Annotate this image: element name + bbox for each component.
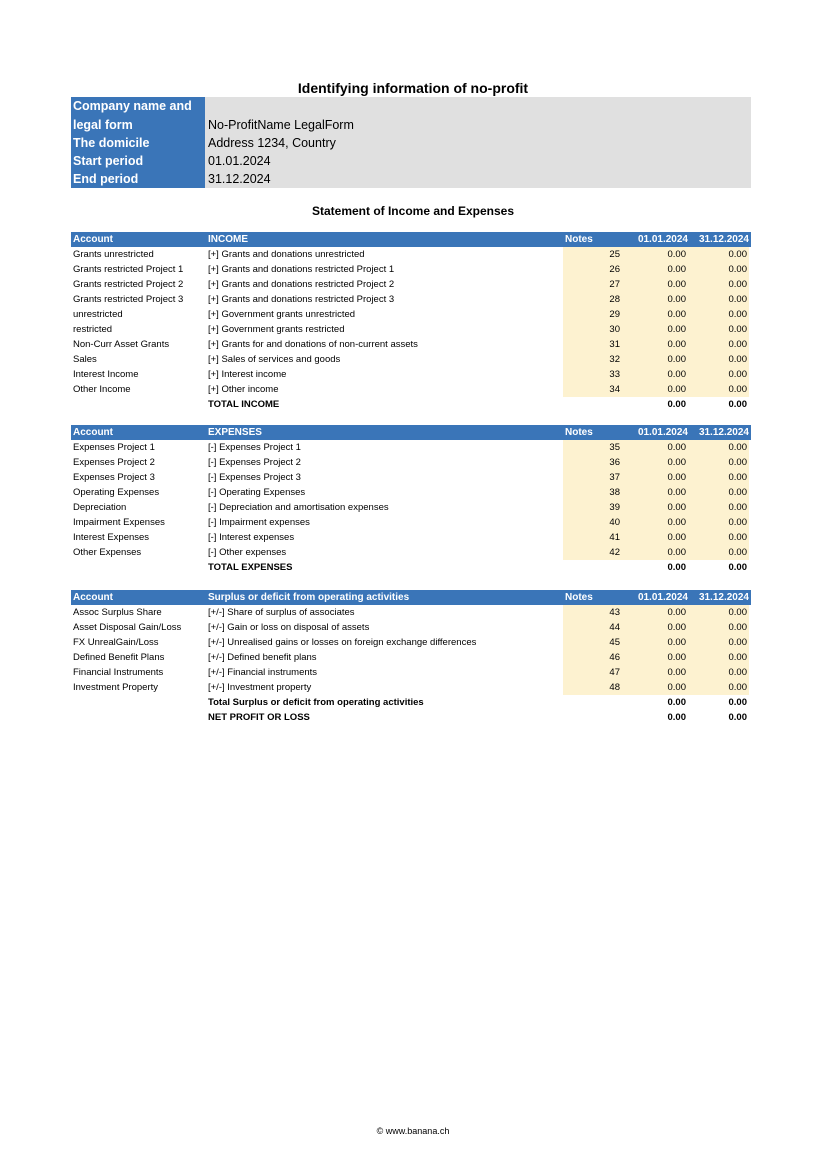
row-description: [+] Sales of services and goods xyxy=(208,354,341,365)
row-value-end xyxy=(688,620,749,635)
row-value-end-text: 0.00 xyxy=(728,652,747,663)
row-value-start-text: 0.00 xyxy=(667,457,686,468)
domicile-value: Address 1234, Country xyxy=(208,136,336,150)
header-period-end: 31.12.2024 xyxy=(698,592,749,603)
row-value-end-text: 0.00 xyxy=(728,339,747,350)
row-value-start-text: 0.00 xyxy=(667,339,686,350)
row-value-start xyxy=(626,455,688,470)
row-value-start-text: 0.00 xyxy=(667,622,686,633)
expenses-section xyxy=(71,425,751,575)
row-account: Expenses Project 1 xyxy=(73,442,155,453)
row-account: unrestricted xyxy=(73,309,123,320)
row-notes: 38 xyxy=(563,485,626,500)
total-value-end xyxy=(688,397,749,412)
row-value-end xyxy=(688,650,749,665)
header-period-start: 01.01.2024 xyxy=(637,234,688,245)
row-description: [+/-] Gain or loss on disposal of assets xyxy=(208,622,370,633)
total-value-start xyxy=(626,710,688,725)
row-notes: 37 xyxy=(563,470,626,485)
row-value-end xyxy=(688,545,749,560)
row-notes: 26 xyxy=(563,262,626,277)
row-value-end xyxy=(688,665,749,680)
total-row xyxy=(71,710,751,725)
total-value-start-text: 0.00 xyxy=(667,712,686,723)
row-value-end-text: 0.00 xyxy=(728,369,747,380)
row-account: Defined Benefit Plans xyxy=(73,652,165,663)
row-description: [+] Government grants unrestricted xyxy=(208,309,356,320)
row-notes: 34 xyxy=(563,382,626,397)
table-row xyxy=(71,455,751,470)
row-value-start xyxy=(626,515,688,530)
table-row xyxy=(71,292,751,307)
row-account: Grants unrestricted xyxy=(73,249,154,260)
table-row xyxy=(71,680,751,695)
row-description: [+] Grants and donations restricted Project 1 xyxy=(208,264,395,275)
row-description: [-] Interest expenses xyxy=(208,532,295,543)
table-row xyxy=(71,665,751,680)
row-value-start xyxy=(626,530,688,545)
row-account: Other Income xyxy=(73,384,131,395)
header-period-end: 31.12.2024 xyxy=(698,427,749,438)
row-description: [-] Expenses Project 3 xyxy=(208,472,301,483)
company-row-2 xyxy=(71,116,751,134)
total-value-end xyxy=(688,710,749,725)
row-value-end-text: 0.00 xyxy=(728,667,747,678)
total-description: NET PROFIT OR LOSS xyxy=(208,712,310,723)
header-notes: Notes xyxy=(565,427,593,438)
row-value-end xyxy=(688,680,749,695)
row-value-end-text: 0.00 xyxy=(728,547,747,558)
header-description: EXPENSES xyxy=(208,427,262,438)
table-row xyxy=(71,470,751,485)
total-value-end-text: 0.00 xyxy=(728,399,747,410)
row-account: Other Expenses xyxy=(73,547,142,558)
row-notes: 33 xyxy=(563,367,626,382)
start-period-label: Start period xyxy=(73,154,144,168)
header-description: Surplus or deficit from operating activities xyxy=(208,592,410,603)
row-value-start-text: 0.00 xyxy=(667,607,686,618)
start-period-value: 01.01.2024 xyxy=(208,154,271,168)
row-description: [+/-] Unrealised gains or losses on foreign exchange differences xyxy=(208,637,477,648)
row-value-start xyxy=(626,367,688,382)
row-account: Assoc Surplus Share xyxy=(73,607,162,618)
footer-copyright: © www.banana.ch xyxy=(376,1126,450,1136)
total-value-end-text: 0.00 xyxy=(728,697,747,708)
income-section xyxy=(71,232,751,412)
total-value-end xyxy=(688,695,749,710)
row-value-end-text: 0.00 xyxy=(728,354,747,365)
row-account: Operating Expenses xyxy=(73,487,160,498)
total-value-end-text: 0.00 xyxy=(728,562,747,573)
total-value-end xyxy=(688,560,749,575)
row-value-start xyxy=(626,277,688,292)
row-value-start xyxy=(626,292,688,307)
row-notes: 44 xyxy=(563,620,626,635)
row-description: [-] Expenses Project 1 xyxy=(208,442,301,453)
row-description: [+] Grants and donations restricted Project 3 xyxy=(208,294,395,305)
row-notes: 30 xyxy=(563,322,626,337)
row-account: Investment Property xyxy=(73,682,159,693)
row-value-start-text: 0.00 xyxy=(667,652,686,663)
total-value-end-text: 0.00 xyxy=(728,712,747,723)
row-value-end-text: 0.00 xyxy=(728,324,747,335)
row-value-end xyxy=(688,307,749,322)
row-account: Interest Income xyxy=(73,369,139,380)
row-value-start xyxy=(626,337,688,352)
row-value-end xyxy=(688,352,749,367)
row-account: Sales xyxy=(73,354,97,365)
table-row xyxy=(71,352,751,367)
company-label-line2: legal form xyxy=(73,118,133,132)
total-value-start xyxy=(626,397,688,412)
row-notes: 45 xyxy=(563,635,626,650)
row-account: Impairment Expenses xyxy=(73,517,165,528)
row-description: [-] Depreciation and amortisation expenses xyxy=(208,502,389,513)
row-notes: 25 xyxy=(563,247,626,262)
row-value-start xyxy=(626,470,688,485)
row-value-end-text: 0.00 xyxy=(728,249,747,260)
row-notes: 42 xyxy=(563,545,626,560)
row-value-start xyxy=(626,262,688,277)
end-period-value: 31.12.2024 xyxy=(208,172,271,186)
row-value-start xyxy=(626,352,688,367)
row-description: [-] Expenses Project 2 xyxy=(208,457,301,468)
row-value-start-text: 0.00 xyxy=(667,354,686,365)
row-value-end-text: 0.00 xyxy=(728,442,747,453)
row-value-end xyxy=(688,635,749,650)
total-description: Total Surplus or deficit from operating activities xyxy=(208,697,424,708)
row-value-end-text: 0.00 xyxy=(728,309,747,320)
row-notes: 41 xyxy=(563,530,626,545)
row-account: restricted xyxy=(73,324,113,335)
row-value-start xyxy=(626,382,688,397)
row-value-end xyxy=(688,500,749,515)
company-row xyxy=(71,97,751,115)
total-row xyxy=(71,397,751,412)
row-value-start xyxy=(626,635,688,650)
row-account: Expenses Project 2 xyxy=(73,457,155,468)
row-description: [-] Other expenses xyxy=(208,547,287,558)
row-value-end xyxy=(688,605,749,620)
row-account: Asset Disposal Gain/Loss xyxy=(73,622,182,633)
header-account: Account xyxy=(73,234,113,245)
row-value-start xyxy=(626,485,688,500)
row-value-start-text: 0.00 xyxy=(667,472,686,483)
total-value-start-text: 0.00 xyxy=(667,562,686,573)
row-value-start-text: 0.00 xyxy=(667,279,686,290)
row-account: Expenses Project 3 xyxy=(73,472,155,483)
row-value-end xyxy=(688,367,749,382)
row-value-start-text: 0.00 xyxy=(667,384,686,395)
row-value-start-text: 0.00 xyxy=(667,487,686,498)
row-description: [+] Grants and donations unrestricted xyxy=(208,249,365,260)
row-account: Depreciation xyxy=(73,502,127,513)
row-value-end xyxy=(688,247,749,262)
company-label-line1: Company name and xyxy=(73,99,192,113)
total-value-start-text: 0.00 xyxy=(667,399,686,410)
row-value-end-text: 0.00 xyxy=(728,279,747,290)
table-row xyxy=(71,247,751,262)
row-notes: 46 xyxy=(563,650,626,665)
row-notes: 47 xyxy=(563,665,626,680)
table-row xyxy=(71,605,751,620)
table-row xyxy=(71,277,751,292)
row-value-end xyxy=(688,382,749,397)
row-account: Grants restricted Project 3 xyxy=(73,294,184,305)
row-notes: 48 xyxy=(563,680,626,695)
row-description: [+/-] Financial instruments xyxy=(208,667,318,678)
row-account: Grants restricted Project 1 xyxy=(73,264,184,275)
table-row xyxy=(71,307,751,322)
row-account: FX UnrealGain/Loss xyxy=(73,637,159,648)
row-value-end-text: 0.00 xyxy=(728,622,747,633)
row-value-start xyxy=(626,680,688,695)
row-value-start-text: 0.00 xyxy=(667,502,686,513)
row-notes: 35 xyxy=(563,440,626,455)
row-value-start-text: 0.00 xyxy=(667,532,686,543)
row-value-end xyxy=(688,337,749,352)
total-value-start xyxy=(626,695,688,710)
total-description: TOTAL EXPENSES xyxy=(208,562,293,573)
row-value-end xyxy=(688,322,749,337)
row-value-start xyxy=(626,545,688,560)
row-value-start xyxy=(626,665,688,680)
row-description: [+] Grants for and donations of non-current assets xyxy=(208,339,418,350)
row-value-end-text: 0.00 xyxy=(728,637,747,648)
row-value-end-text: 0.00 xyxy=(728,384,747,395)
header-account: Account xyxy=(73,427,113,438)
row-value-end-text: 0.00 xyxy=(728,607,747,618)
total-description: TOTAL INCOME xyxy=(208,399,280,410)
row-value-start xyxy=(626,620,688,635)
table-row xyxy=(71,530,751,545)
row-notes: 27 xyxy=(563,277,626,292)
row-value-start-text: 0.00 xyxy=(667,324,686,335)
row-value-end xyxy=(688,455,749,470)
row-value-start-text: 0.00 xyxy=(667,442,686,453)
row-notes: 43 xyxy=(563,605,626,620)
row-value-end xyxy=(688,262,749,277)
row-account: Non-Curr Asset Grants xyxy=(73,339,170,350)
row-notes: 39 xyxy=(563,500,626,515)
row-description: [+/-] Defined benefit plans xyxy=(208,652,317,663)
row-notes: 29 xyxy=(563,307,626,322)
row-value-start xyxy=(626,500,688,515)
row-description: [+] Grants and donations restricted Project 2 xyxy=(208,279,395,290)
operating-activities-section xyxy=(71,590,751,725)
header-notes: Notes xyxy=(565,592,593,603)
row-value-end-text: 0.00 xyxy=(728,457,747,468)
table-row xyxy=(71,440,751,455)
row-value-start-text: 0.00 xyxy=(667,264,686,275)
end-period-label: End period xyxy=(73,172,139,186)
row-value-start xyxy=(626,307,688,322)
row-value-start-text: 0.00 xyxy=(667,637,686,648)
row-description: [+/-] Share of surplus of associates xyxy=(208,607,355,618)
row-value-end-text: 0.00 xyxy=(728,502,747,513)
row-value-start-text: 0.00 xyxy=(667,369,686,380)
table-row xyxy=(71,515,751,530)
row-value-start xyxy=(626,322,688,337)
header-notes: Notes xyxy=(565,234,593,245)
start-period-row xyxy=(71,152,751,170)
row-value-start-text: 0.00 xyxy=(667,294,686,305)
row-notes: 28 xyxy=(563,292,626,307)
row-account: Financial Instruments xyxy=(73,667,164,678)
statement-title: Statement of Income and Expenses xyxy=(311,204,515,218)
table-row xyxy=(71,262,751,277)
header-description: INCOME xyxy=(208,234,248,245)
section-header xyxy=(71,425,751,440)
domicile-label: The domicile xyxy=(73,136,150,150)
row-value-start-text: 0.00 xyxy=(667,249,686,260)
table-row xyxy=(71,382,751,397)
row-value-start-text: 0.00 xyxy=(667,667,686,678)
header-period-start: 01.01.2024 xyxy=(637,592,688,603)
total-row xyxy=(71,695,751,710)
section-header xyxy=(71,232,751,247)
section-header xyxy=(71,590,751,605)
row-value-end xyxy=(688,515,749,530)
total-value-start-text: 0.00 xyxy=(667,697,686,708)
row-description: [+] Other income xyxy=(208,384,279,395)
table-row xyxy=(71,620,751,635)
row-value-end-text: 0.00 xyxy=(728,294,747,305)
header-period-end: 31.12.2024 xyxy=(698,234,749,245)
row-value-end-text: 0.00 xyxy=(728,682,747,693)
row-value-end xyxy=(688,440,749,455)
row-value-end-text: 0.00 xyxy=(728,517,747,528)
table-row xyxy=(71,322,751,337)
row-value-end-text: 0.00 xyxy=(728,264,747,275)
row-value-end xyxy=(688,277,749,292)
company-value: No-ProfitName LegalForm xyxy=(208,118,354,132)
document-title: Identifying information of no-profit xyxy=(297,80,529,96)
row-account: Grants restricted Project 2 xyxy=(73,279,184,290)
row-description: [+] Interest income xyxy=(208,369,287,380)
table-row xyxy=(71,650,751,665)
row-notes: 31 xyxy=(563,337,626,352)
table-row xyxy=(71,337,751,352)
row-description: [-] Operating Expenses xyxy=(208,487,306,498)
row-value-start xyxy=(626,247,688,262)
row-value-end-text: 0.00 xyxy=(728,487,747,498)
table-row xyxy=(71,500,751,515)
end-period-row xyxy=(71,170,751,188)
row-value-end xyxy=(688,470,749,485)
row-value-start xyxy=(626,605,688,620)
table-row xyxy=(71,545,751,560)
row-value-end-text: 0.00 xyxy=(728,532,747,543)
row-value-end xyxy=(688,530,749,545)
row-description: [+/-] Investment property xyxy=(208,682,312,693)
row-notes: 32 xyxy=(563,352,626,367)
row-notes: 40 xyxy=(563,515,626,530)
table-row xyxy=(71,485,751,500)
row-value-end xyxy=(688,485,749,500)
row-value-end-text: 0.00 xyxy=(728,472,747,483)
row-value-start-text: 0.00 xyxy=(667,517,686,528)
total-row xyxy=(71,560,751,575)
table-row xyxy=(71,367,751,382)
row-value-start xyxy=(626,440,688,455)
row-value-start xyxy=(626,650,688,665)
row-account: Interest Expenses xyxy=(73,532,150,543)
row-value-start-text: 0.00 xyxy=(667,309,686,320)
domicile-row xyxy=(71,134,751,152)
row-value-end xyxy=(688,292,749,307)
row-value-start-text: 0.00 xyxy=(667,547,686,558)
row-notes: 36 xyxy=(563,455,626,470)
row-description: [+] Government grants restricted xyxy=(208,324,345,335)
header-period-start: 01.01.2024 xyxy=(637,427,688,438)
header-account: Account xyxy=(73,592,113,603)
table-row xyxy=(71,635,751,650)
row-value-start-text: 0.00 xyxy=(667,682,686,693)
row-description: [-] Impairment expenses xyxy=(208,517,310,528)
total-value-start xyxy=(626,560,688,575)
